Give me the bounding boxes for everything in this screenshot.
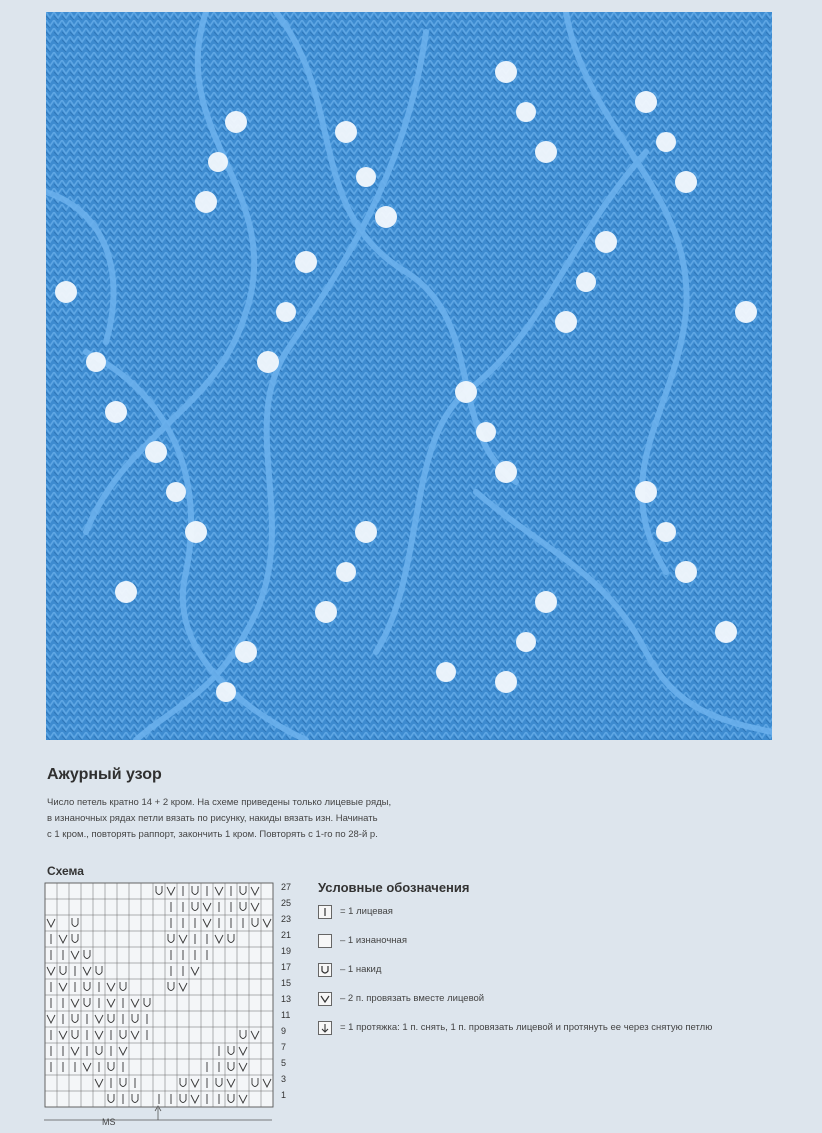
chart-grid (45, 883, 273, 1107)
purl-stitch-icon (318, 934, 332, 948)
chart-row-number: 21 (281, 930, 292, 940)
legend-item-purl: – 1 изнаночная (318, 934, 738, 963)
chart-row-number: 13 (281, 994, 292, 1004)
legend-item-ssk: = 1 протяжка: 1 п. снять, 1 п. провязать лицевой и протянуть ее через снятую петлю (318, 1021, 738, 1050)
ssk-icon (318, 1021, 332, 1035)
k2tog-icon (318, 992, 332, 1006)
legend-item-yarn-over: – 1 накид (318, 963, 738, 992)
chart-row-number: 15 (281, 978, 292, 988)
chart-row-number: 27 (281, 882, 292, 892)
chart-row-number: 11 (281, 1010, 291, 1020)
chart-row-number: 25 (281, 898, 292, 908)
chart-row-numbers (281, 882, 291, 1100)
repeat-label: MS (102, 1117, 116, 1127)
legend-item-k2tog: – 2 п. провязать вместе лицевой (318, 992, 738, 1021)
knitting-chart (40, 878, 310, 1133)
yarn-over-icon (318, 963, 332, 977)
scheme-title: Схема (47, 864, 84, 878)
pattern-description (47, 795, 527, 843)
chart-row-number: 19 (281, 946, 292, 956)
chart-row-number: 3 (281, 1074, 287, 1084)
repeat-marker (44, 1106, 272, 1127)
description-line: с 1 кром., повторять раппорт, закончить 1 кром. Повторять с 1-го по 28-й р. (47, 829, 378, 840)
legend-item-knit: = 1 лицевая (318, 905, 738, 934)
chart-row-number: 23 (281, 914, 292, 924)
chart-row-number: 5 (281, 1058, 287, 1068)
description-line: Число петель кратно 14 + 2 кром. На схеме приведены только лицевые ряды, (47, 797, 392, 808)
chart-row-number: 17 (281, 962, 292, 972)
legend-title: Условные обозначения (318, 880, 470, 895)
knit-stitch-icon (318, 905, 332, 919)
legend (318, 880, 738, 1050)
chart-row-number: 7 (281, 1042, 287, 1052)
knitted-sample-photo (46, 12, 772, 740)
description-line: в изнаночных рядах петли вязать по рисунку, накиды вязать изн. Начинать (47, 813, 378, 824)
pattern-title: Ажурный узор (47, 766, 162, 783)
chart-row-number: 1 (281, 1090, 287, 1100)
chart-row-number: 9 (281, 1026, 287, 1036)
